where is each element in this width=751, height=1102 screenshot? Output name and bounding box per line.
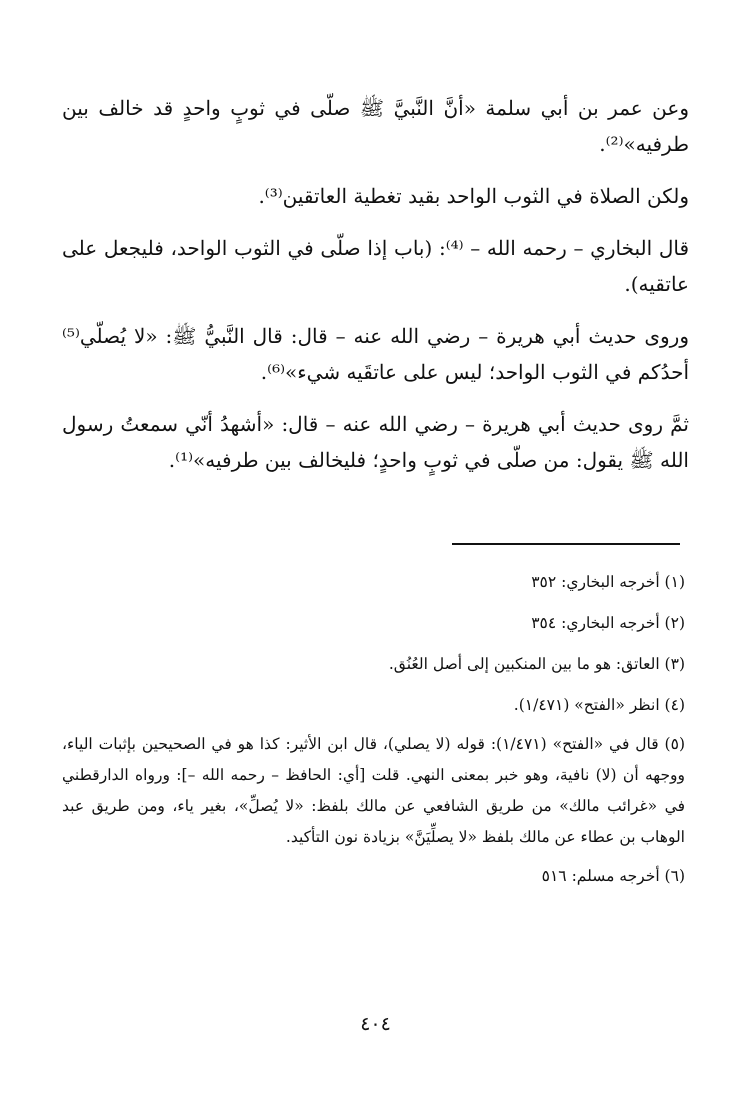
footnotes xyxy=(62,565,685,900)
paragraph-1: وعن عمر بن أبي سلمة «أنَّ النَّبيَّ ﷺ صلّى في ثوبٍ واحدٍ قد خالف بين طرفيه»⁽²⁾. xyxy=(62,96,689,156)
paragraph-3: قال البخاري – رحمه الله – ⁽⁴⁾: (باب إذا صلّى في الثوب الواحد، فليجعل على عاتقيه). xyxy=(62,236,690,296)
footnote-2: (٢) أخرجه البخاري: ٣٥٤ xyxy=(531,614,685,632)
footnote-4: (٤) انظر «الفتح» (١/٤٧١). xyxy=(513,696,685,714)
footnote-3: (٣) العاتق: هو ما بين المنكبين إلى أصل العُنُق. xyxy=(388,655,685,673)
page-number: ٤٠٤ xyxy=(360,1013,391,1035)
footnote-6: (٦) أخرجه مسلم: ٥١٦ xyxy=(541,867,685,885)
paragraph-2: ولكن الصلاة في الثوب الواحد بقيد تغطية العاتقين⁽³⁾. xyxy=(258,184,689,208)
paragraph-5: ثمَّ روى حديث أبي هريرة – رضي الله عنه – قال: «أشهدُ أنّي سمعتُ رسول الله ﷺ يقول: من صلّى في ثوبٍ واحدٍ؛ فليخالف بين طرفيه»⁽¹⁾. xyxy=(62,412,689,472)
footnote-5: (٥) قال في «الفتح» (١/٤٧١): قوله (لا يصلي)، قال ابن الأثير: كذا هو في الصحيحين بإثبات الياء، ووجهه أن (لا) نافية، وهو خبر بمعنى النهي. قلت [أي: الحافظ – رحمه الله –]: ورواه الدارقطني في «غرائب مالك» من طريق الشافعي عن مالك بلفظ: «لا يُصلِّ»، بغير ياء، ومن طريق عبد الوهاب بن عطاء عن مالك بلفظ «لا يصلِّيَنَّ» بزيادة نون التأكيد. xyxy=(62,735,685,846)
footnote-1: (١) أخرجه البخاري: ٣٥٢ xyxy=(531,573,685,591)
main-text xyxy=(62,90,689,494)
footnote-divider xyxy=(452,543,680,545)
paragraph-4: وروى حديث أبي هريرة – رضي الله عنه – قال: قال النَّبيُّ ﷺ: «لا يُصلّي⁽⁵⁾ أحدُكم في الثوب الواحد؛ ليس على عاتقَيه شيء»⁽⁶⁾. xyxy=(62,324,689,384)
